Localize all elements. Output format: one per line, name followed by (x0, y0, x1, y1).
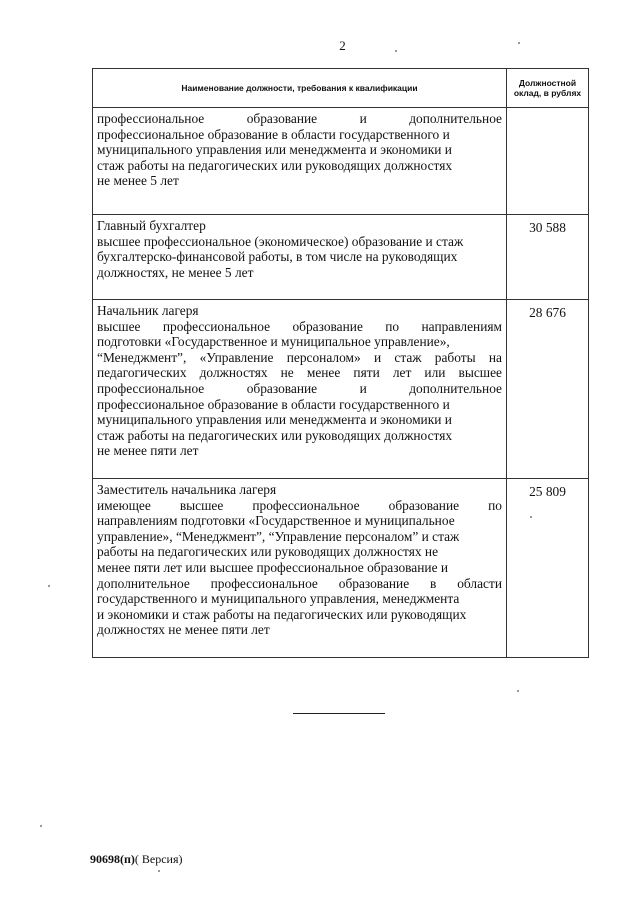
document-version: ( Версия) (134, 852, 183, 866)
description-line: менее пяти лет или высшее профессиональное образование и (97, 559, 449, 575)
position-title: Заместитель начальника лагеря (97, 482, 277, 497)
description-line: управление», “Менеджмент”, “Управление персоналом” и стаж (97, 528, 460, 544)
description-line: и экономики и стаж работы на педагогических или руководящих (97, 606, 467, 622)
description-line: государственного и муниципального управления, менеджмента (97, 591, 460, 607)
position-description-cell (93, 300, 507, 479)
salary-cell: 28 676 (507, 300, 589, 479)
description-line: не менее пяти лет (97, 443, 199, 459)
footer-divider (293, 713, 385, 714)
scan-speck (40, 825, 42, 827)
salary-table (92, 68, 589, 658)
description-line: профессиональное образование в области государственного и (97, 126, 450, 142)
description-line: муниципального управления или менеджмента и экономики и (97, 142, 452, 158)
description-line: направлениям подготовки «Государственное и муниципальное (97, 513, 455, 529)
scan-speck (395, 50, 397, 52)
description-line: высшее профессиональное (экономическое) образование и стаж (97, 233, 464, 249)
position-description-cell (93, 479, 507, 658)
table-header-row (93, 69, 589, 108)
salary-cell: 30 588 (507, 215, 589, 300)
description-line: педагогических должностях не менее пяти лет или высшее (97, 365, 502, 381)
description-line: “Менеджмент”, «Управление персоналом» и стаж работы на (97, 349, 502, 365)
salary-cell (507, 108, 589, 215)
description-line: профессиональное образование в области государственного и (97, 396, 450, 412)
scan-speck (48, 585, 50, 587)
table-row (93, 108, 589, 215)
description-line: бухгалтерско-финансовой работы, в том числе на руководящих (97, 249, 458, 265)
document-code (90, 852, 183, 867)
description-line: стаж работы на педагогических или руководящих должностях (97, 427, 453, 443)
description-line: имеющее высшее профессиональное образование по (97, 497, 502, 513)
table-row (93, 215, 589, 300)
description-line: дополнительное профессиональное образование в области (97, 575, 502, 591)
position-title: Главный бухгалтер (97, 218, 206, 233)
scan-speck (158, 870, 160, 872)
description-line: подготовки «Государственное и муниципальное управление», (97, 334, 450, 350)
scan-speck (517, 690, 519, 692)
position-title: Начальник лагеря (97, 303, 199, 318)
description-line: стаж работы на педагогических или руководящих должностях (97, 157, 453, 173)
description-line: должностях, не менее 5 лет (97, 264, 254, 280)
description-line: должностях не менее пяти лет (97, 622, 270, 638)
description-line: работы на педагогических или руководящих должностях не (97, 544, 439, 560)
table-row (93, 479, 589, 658)
description-line: высшее профессиональное образование по направлениям (97, 318, 502, 334)
salary-cell: 25 809 (507, 479, 589, 658)
header-salary: Должностной оклад, в рублях (507, 69, 589, 108)
table-row (93, 300, 589, 479)
position-description-cell (93, 108, 507, 215)
description-line: профессиональное образование и дополнительное (97, 111, 502, 126)
description-line: профессиональное образование и дополнительное (97, 380, 502, 396)
header-position-requirements: Наименование должности, требования к квалификации (93, 69, 507, 108)
document-code-number: 90698(п) (90, 852, 135, 866)
page-number: 2 (339, 38, 346, 53)
scan-speck (518, 42, 520, 44)
position-description-cell (93, 215, 507, 300)
description-line: муниципального управления или менеджмента и экономики и (97, 412, 452, 428)
scan-speck (530, 516, 532, 518)
description-line: не менее 5 лет (97, 173, 179, 189)
